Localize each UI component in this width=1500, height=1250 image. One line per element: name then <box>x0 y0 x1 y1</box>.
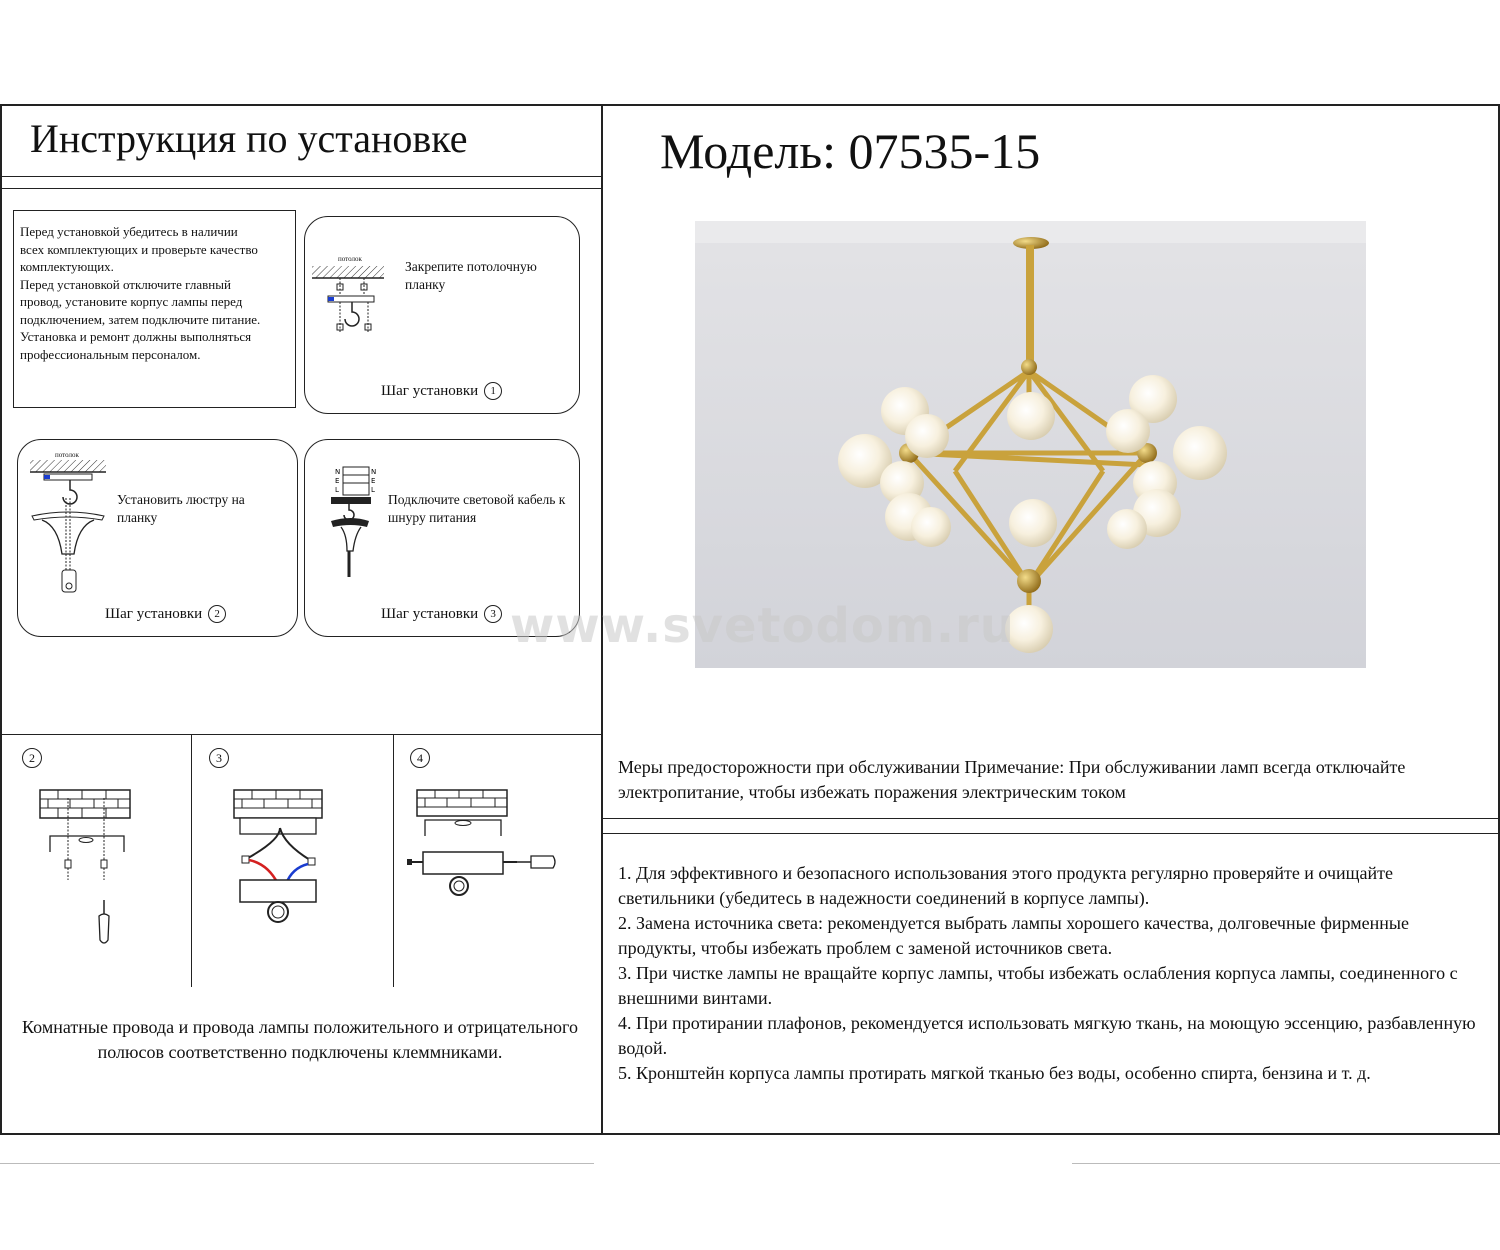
step-2-label-text: Шаг установки <box>105 606 203 622</box>
frame-left-line <box>0 104 2 1134</box>
maintenance-item: 2. Замена источника света: рекомендуется выбрать лампы хорошего качества, долговечные фирменные продукты, чтобы избежать проблем с заменой источников света. <box>618 913 1409 958</box>
model-title: Модель: 07535-15 <box>660 123 1041 179</box>
svg-text:N: N <box>371 468 377 476</box>
bracket-screw-diagram <box>38 788 138 953</box>
ceiling-plate-icon <box>310 262 400 340</box>
svg-text:E: E <box>335 477 340 485</box>
step-3-label-text: Шаг установки <box>381 606 479 622</box>
frame-top-line <box>0 104 1500 106</box>
step-1-note: Закрепите потолочную планку <box>405 259 537 292</box>
svg-text:L: L <box>371 486 375 494</box>
intro-line: комплектующих. <box>20 259 114 274</box>
step-2-label <box>105 605 226 623</box>
precaution-note: Меры предосторожности при обслуживании Примечание: При обслуживании ламп всегда отключайте электропитание, чтобы избежать поражения электрическим током <box>618 757 1406 802</box>
installation-title: Инструкция по установке <box>30 116 468 161</box>
frame-right-line <box>1498 104 1500 1134</box>
footer-rule-left <box>0 1163 594 1164</box>
maintenance-list <box>618 861 1488 1086</box>
maintenance-item: 1. Для эффективного и безопасного использования этого продукта регулярно проверяйте и очищайте светильники (убедитесь в надежности соединений в корпусе лампы). <box>618 863 1393 908</box>
maintenance-item: 4. При протирании плафонов, рекомендуется использовать мягкую ткань, на моющую эссенцию, разбавленную водой. <box>618 1013 1476 1058</box>
fixing-screw-diagram <box>405 788 565 906</box>
diagram-number: 2 <box>22 748 42 768</box>
left-mid-rule <box>0 734 601 735</box>
left-title-rule-2 <box>0 188 601 189</box>
right-rule-2 <box>601 833 1500 834</box>
svg-text:N: N <box>335 468 341 476</box>
wiring-note: Комнатные провода и провода лампы положительного и отрицательного полюсов соответственно подключены клеммниками. <box>22 1017 578 1062</box>
intro-line: Перед установкой отключите главный <box>20 276 231 292</box>
step-3-label <box>381 605 502 623</box>
maintenance-item: 3. При чистке лампы не вращайте корпус лампы, чтобы избежать ослабления корпуса лампы, соединенного с внешними винтами. <box>618 963 1458 1008</box>
intro-line: профессиональным персоналом. <box>20 346 201 362</box>
right-rule-1 <box>601 818 1500 819</box>
diagram-divider-1 <box>191 735 192 987</box>
step-3-number: 3 <box>484 605 502 623</box>
intro-box <box>13 210 296 408</box>
intro-line: подключением, затем подключите питание. <box>20 311 261 327</box>
intro-line: всех комплектующих и проверьте качество <box>20 241 258 257</box>
frame-bottom-line <box>0 1133 1500 1135</box>
svg-text:E: E <box>371 477 376 485</box>
ceiling-label: потолок <box>55 451 79 459</box>
step-2-number: 2 <box>208 605 226 623</box>
wiring-diagram <box>228 788 328 928</box>
diagram-number: 4 <box>410 748 430 768</box>
step-1-label <box>381 382 502 400</box>
maintenance-item: 5. Кронштейн корпуса лампы протирать мягкой тканью без воды, особенно спирта, бензина и т. д. <box>618 1063 1371 1083</box>
diagram-number: 3 <box>209 748 229 768</box>
step-1-number: 1 <box>484 382 502 400</box>
left-title-rule-1 <box>0 176 601 177</box>
ceiling-label: потолок <box>338 255 362 263</box>
intro-line: Установка и ремонт должны выполняться <box>20 329 252 344</box>
svg-text:L: L <box>335 486 339 494</box>
watermark-text: www.svetodom.ru <box>510 598 1015 654</box>
cable-connection-icon <box>325 465 387 580</box>
step-2-note: Установить люстру на планку <box>117 492 245 525</box>
diagram-divider-2 <box>393 735 394 987</box>
step-3-note: Подключите световой кабель к шнуру питания <box>388 492 566 525</box>
intro-line: Перед установкой убедитесь в наличии <box>20 224 238 239</box>
step-1-label-text: Шаг установки <box>381 383 479 399</box>
intro-line: провод, установите корпус лампы перед <box>20 294 243 309</box>
chandelier-mount-icon <box>28 458 118 598</box>
footer-rule-right <box>1072 1163 1500 1164</box>
